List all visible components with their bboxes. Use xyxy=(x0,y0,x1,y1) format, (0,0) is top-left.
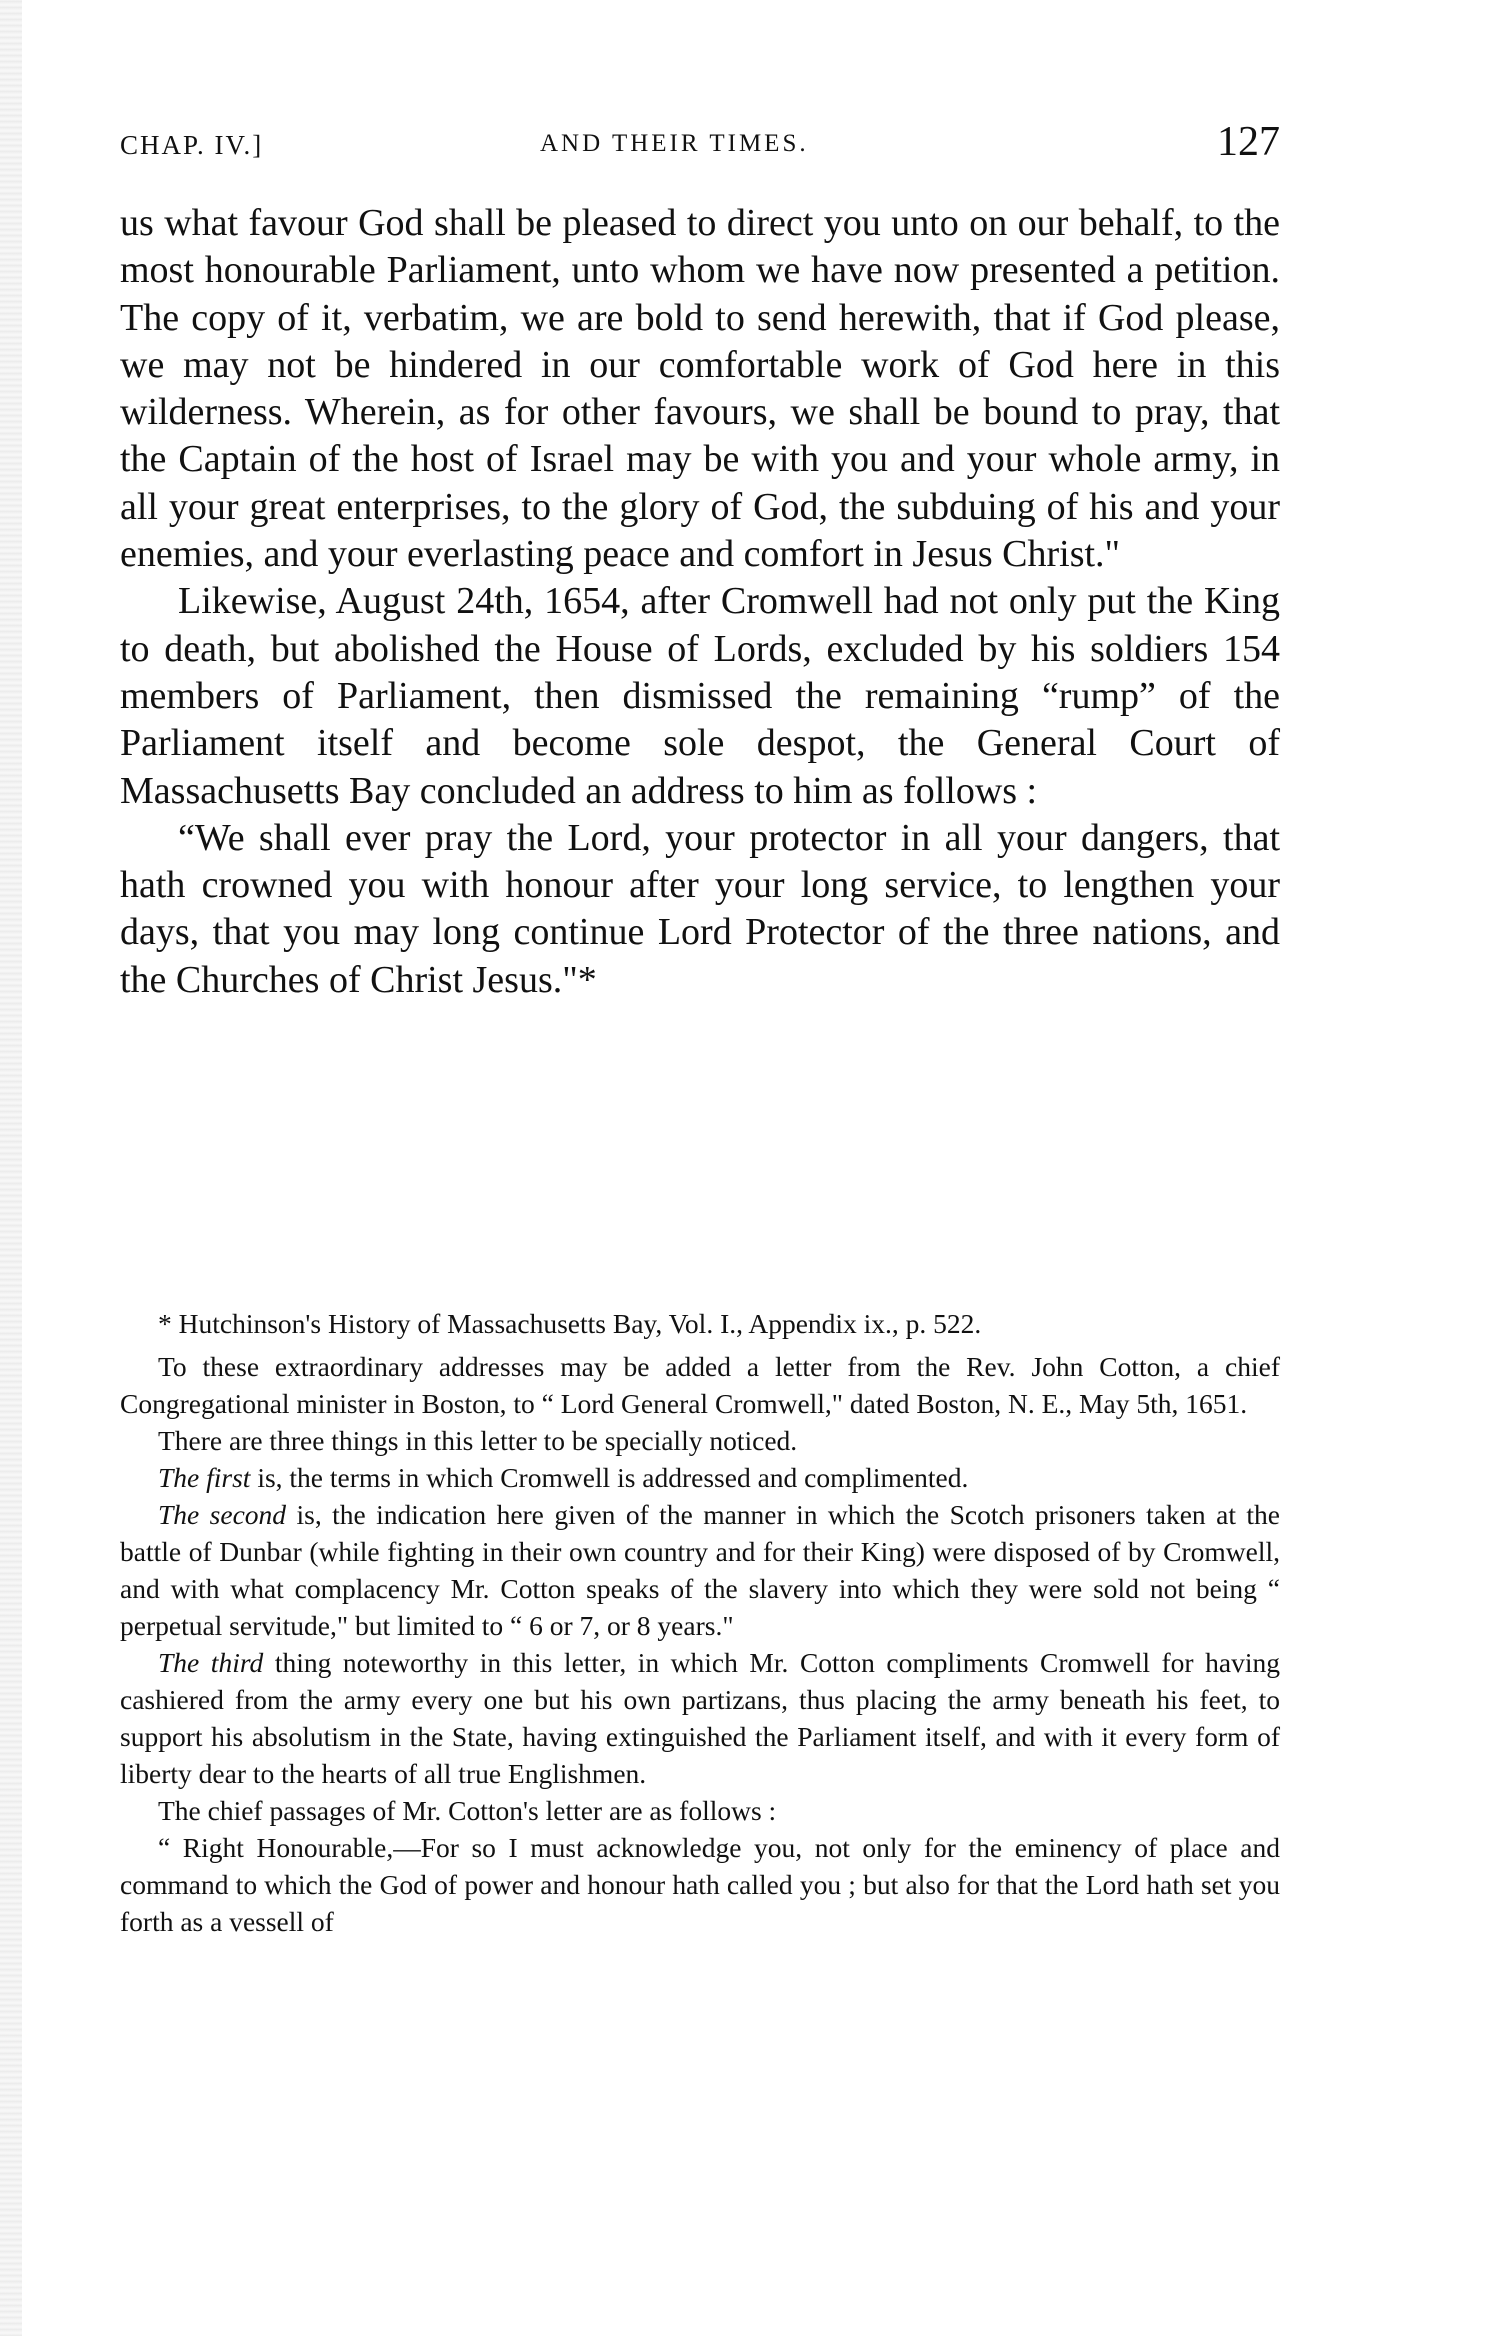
footnote-paragraph-8: “ Right Honourable,—For so I must acknowledge you, not only for the eminency of place and command to which the God of power and honour hath called you ; but also for that the Lord hath set you forth as a vessell of xyxy=(120,1832,1280,1937)
footnote-paragraph-6 xyxy=(120,1644,1280,1792)
footnote-paragraph-4 xyxy=(120,1459,1280,1496)
body-paragraph-1: us what favour God shall be pleased to direct you unto on our behalf, to the most honourable Parliament, unto whom we have now presented a petition. The copy of it, verbatim, we are bold to send herewith, that if God please, we may not be hindered in our comfortable work of God here in this wilderness. Wherein, as for other favours, we shall be bound to pray, that the Captain of the host of Israel may be with you and your whole army, in all your great enterprises, to the glory of God, the subduing of his and your enemies, and your everlasting peace and comfort in Jesus Christ." xyxy=(120,202,1280,576)
body-paragraph-2: Likewise, August 24th, 1654, after Cromwell had not only put the King to death, but abolished the House of Lords, excluded by his soldiers 154 members of Parliament, then dismissed the remaining “rump” of the Parliament itself and become sole despot, the General Court of Massachusetts Bay concluded an address to him as follows : xyxy=(120,580,1280,812)
footnote-text-first: is, the terms in which Cromwell is addressed and complimented. xyxy=(250,1462,969,1493)
footnote-paragraph-3: There are three things in this letter to be specially noticed. xyxy=(158,1425,798,1456)
footnote-emphasis-second: The second xyxy=(158,1499,287,1530)
footnote-text-third: thing noteworthy in this letter, in which Mr. Cotton compliments Cromwell for having cashiered from the army every one but his own partizans, thus placing the army beneath his feet, to support his absolutism in the State, having extinguished the Parliament itself, and with it every form of liberty dear to the hearts of all true Englishmen. xyxy=(120,1647,1280,1789)
page-number: 127 xyxy=(1217,119,1280,165)
footnote-paragraph-7: The chief passages of Mr. Cotton's letter are as follows : xyxy=(158,1795,777,1826)
footnote-emphasis-first: The first xyxy=(158,1462,251,1493)
body-paragraph-3: “We shall ever pray the Lord, your protector in all your dangers, that hath crowned you with honour after your long service, to lengthen your days, that you may long continue Lord Protector of the three nations, and the Churches of Christ Jesus."* xyxy=(120,816,1280,1001)
footnote-citation: * Hutchinson's History of Massachusetts Bay, Vol. I., Appendix ix., p. 522. xyxy=(158,1308,982,1339)
page-edge-shadow xyxy=(0,0,22,2336)
footnote-emphasis-third: The third xyxy=(158,1647,264,1678)
main-text xyxy=(120,200,1280,1004)
footnote-paragraph-2: To these extraordinary addresses may be added a letter from the Rev. John Cotton, a chief Congregational minister in Boston, to “ Lord General Cromwell," dated Boston, N. E., May 5th, 1651. xyxy=(120,1351,1280,1419)
chapter-label: CHAP. IV.] xyxy=(120,130,264,160)
footnote-text-second: is, the indication here given of the manner in which the Scotch prisoners taken at the battle of Dunbar (while fighting in their own country and for their King) were disposed of by Cromwell, and with what complacency Mr. Cotton speaks of the slavery into which they were sold not being “ perpetual servitude," but limited to “ 6 or 7, or 8 years." xyxy=(120,1499,1280,1641)
footnote-paragraph-5 xyxy=(120,1496,1280,1644)
running-title: AND THEIR TIMES. xyxy=(540,130,809,157)
footnotes xyxy=(120,1305,1280,1940)
running-head xyxy=(120,118,1280,178)
